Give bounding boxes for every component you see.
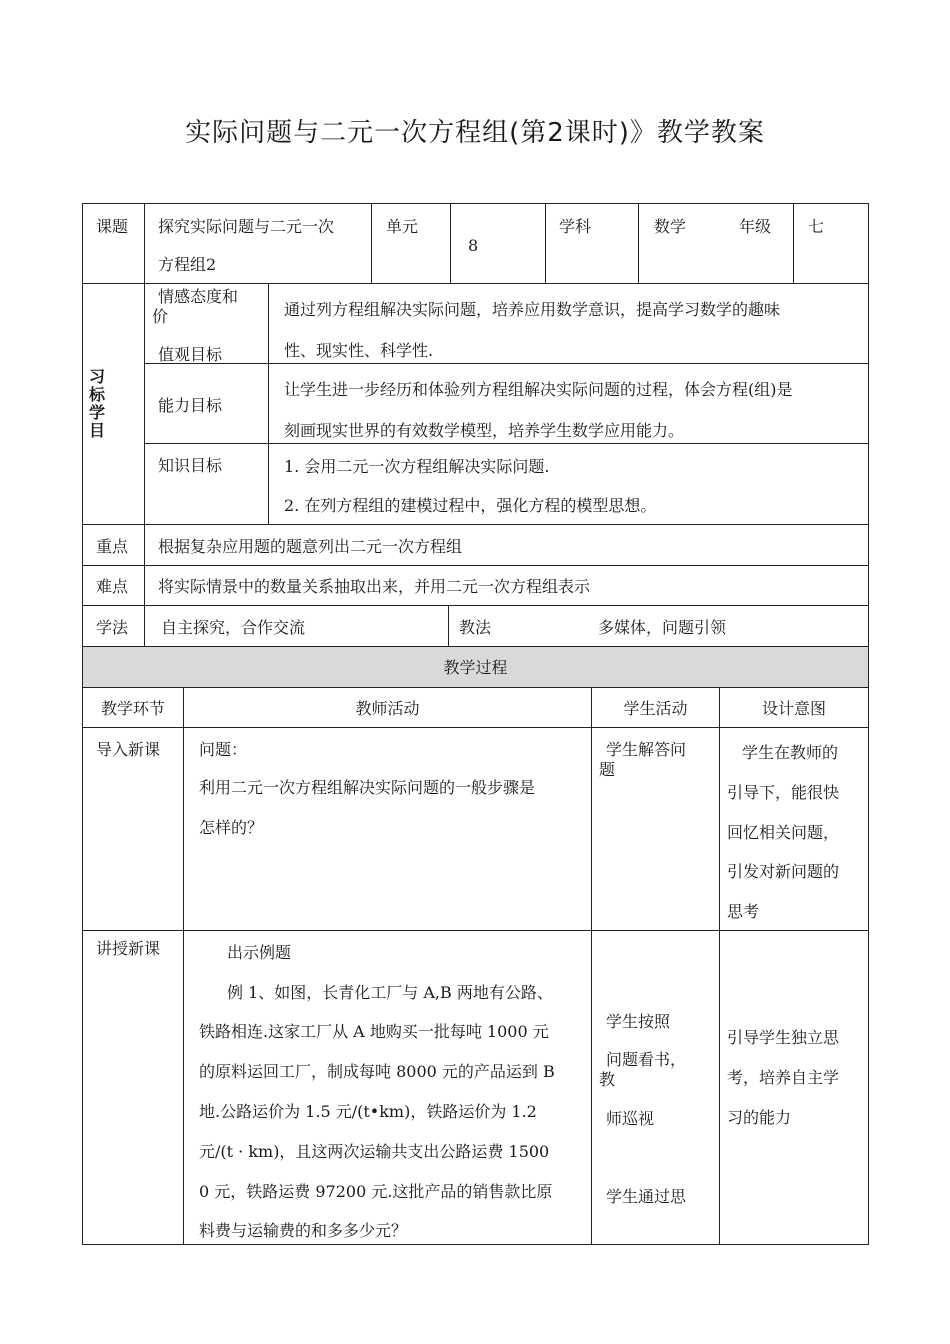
intent-line: 考，培养自主学 — [727, 1068, 840, 1087]
student-line: 题 — [599, 760, 616, 779]
study-method-value: 自主探究，合作交流 — [161, 618, 306, 637]
goal-content-line: 刻画现实世界的有效数学模型，培养学生数学应用能力。 — [284, 421, 685, 440]
column-header: 教师活动 — [355, 699, 420, 718]
teacher-line: 0 元，铁路运费 97200 元.这批产品的销售款比原 — [199, 1182, 553, 1201]
goal-label-line: 情感态度和 — [158, 287, 239, 306]
goal-label-line: 价 — [152, 307, 169, 326]
label-grade: 年级 — [739, 217, 772, 236]
teacher-line: 例 1、如图，长青化工厂与 A,B 两地有公路、 — [227, 983, 553, 1002]
grade-value: 七 — [808, 217, 825, 236]
student-line: 学生解答问 — [606, 740, 687, 759]
student-line: 教 — [599, 1070, 616, 1089]
intent-line: 学生在教师的 — [742, 743, 839, 762]
teacher-line: 的原料运回工厂，制成每吨 8000 元的产品运到 B — [199, 1062, 555, 1081]
difficulty-content: 将实际情景中的数量关系抽取出来，并用二元一次方程组表示 — [158, 577, 591, 596]
label-subject: 学科 — [559, 217, 592, 236]
goal-content-line: 性、现实性、科学性. — [284, 341, 434, 360]
student-line: 学生通过思 — [606, 1187, 687, 1206]
label-topic: 课题 — [96, 217, 129, 236]
label-study-method: 学法 — [96, 618, 129, 637]
student-line: 问题看书， — [606, 1050, 687, 1069]
stage-label: 讲授新课 — [96, 939, 161, 958]
goal-content-line: 1. 会用二元一次方程组解决实际问题. — [284, 457, 550, 476]
goal-label-line: 知识目标 — [158, 456, 223, 475]
intent-line: 思考 — [727, 902, 760, 921]
goals-label-char: 目 — [88, 421, 105, 440]
goals-label-char: 习 — [88, 367, 105, 386]
intent-line: 引发对新问题的 — [727, 862, 840, 881]
intent-line: 引导下，能很快 — [727, 783, 840, 802]
goal-label-line: 能力目标 — [158, 396, 223, 415]
student-line: 师巡视 — [606, 1109, 655, 1128]
teacher-line: 料费与运输费的和多多少元？ — [199, 1221, 408, 1240]
teacher-line: 元/(t · km)，且这两次运输共支出公路运费 1500 — [199, 1142, 550, 1161]
goals-label-char: 学 — [88, 403, 105, 422]
intent-line: 引导学生独立思 — [727, 1028, 840, 1047]
teacher-line: 铁路相连.这家工厂从 A 地购买一批每吨 1000 元 — [199, 1022, 549, 1041]
column-header: 学生活动 — [623, 699, 688, 718]
label-unit: 单元 — [386, 217, 419, 236]
stage-label: 导入新课 — [96, 740, 161, 759]
key-point-content: 根据复杂应用题的题意列出二元一次方程组 — [158, 537, 463, 556]
column-header: 设计意图 — [761, 699, 826, 718]
goal-label-line: 值观目标 — [158, 345, 223, 364]
topic-line-1: 探究实际问题与二元一次 — [158, 217, 335, 236]
goals-label-char: 标 — [88, 385, 105, 404]
teacher-line: 利用二元一次方程组解决实际问题的一般步骤是 — [199, 778, 536, 797]
teacher-line: 怎样的？ — [199, 818, 264, 837]
student-line: 学生按照 — [606, 1012, 671, 1031]
goal-content-line: 让学生进一步经历和体验列方程组解决实际问题的过程，体会方程(组)是 — [284, 380, 793, 399]
label-teach-method: 教法 — [459, 618, 492, 637]
goal-content-line: 通过列方程组解决实际问题，培养应用数学意识，提高学习数学的趣味 — [284, 300, 781, 319]
teacher-line: 地.公路运价为 1.5 元/(t•km)，铁路运价为 1.2 — [199, 1102, 537, 1121]
teach-method-value: 多媒体，问题引领 — [598, 618, 727, 637]
label-key-point: 重点 — [96, 537, 129, 556]
goal-content-line: 2. 在列方程组的建模过程中，强化方程的模型思想。 — [284, 496, 657, 515]
topic-line-2: 方程组2 — [158, 255, 217, 274]
page-title: 实际问题与二元一次方程组(第2课时)》教学教案 — [185, 118, 765, 148]
goals-vertical-label — [86, 368, 108, 440]
unit-value: 8 — [468, 236, 479, 255]
label-difficulty: 难点 — [96, 577, 129, 596]
intent-line: 回忆相关问题， — [727, 823, 840, 842]
teacher-line: 出示例题 — [227, 943, 292, 962]
teacher-line: 问题： — [199, 740, 248, 759]
intent-line: 习的能力 — [727, 1108, 792, 1127]
subject-value: 数学 — [654, 217, 687, 236]
column-header: 教学环节 — [100, 699, 165, 718]
process-title: 教学过程 — [443, 658, 508, 677]
